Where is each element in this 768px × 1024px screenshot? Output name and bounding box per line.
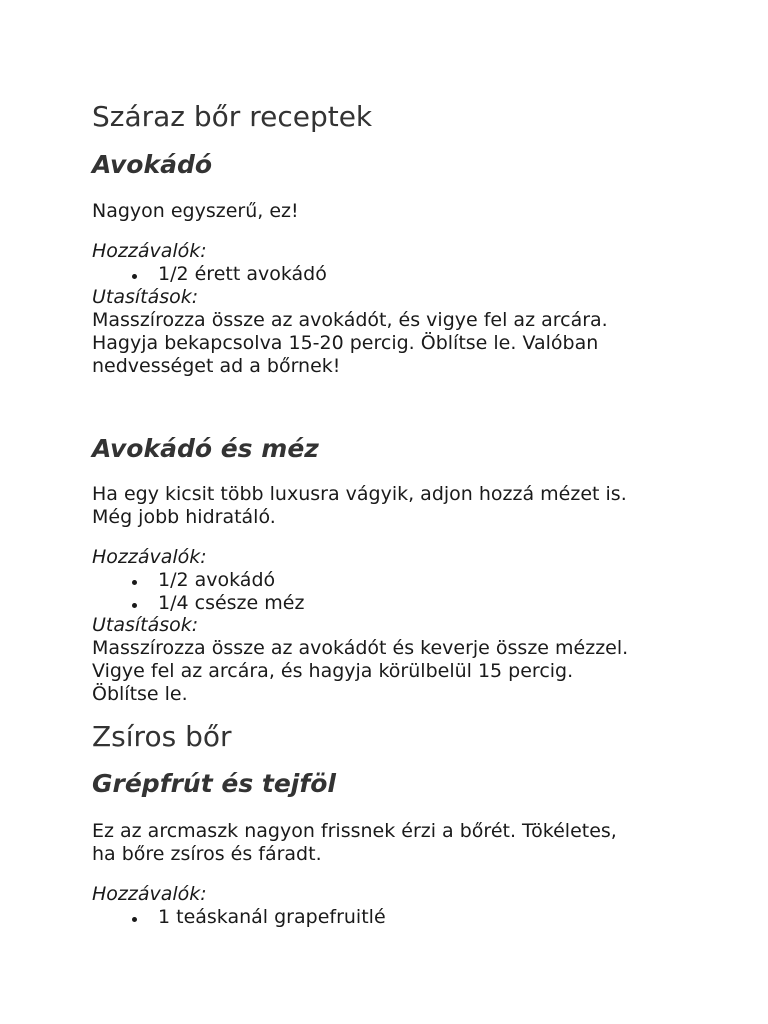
list-bullet <box>132 603 137 608</box>
recipe-title-avocado-honey: Avokádó és méz <box>92 434 319 463</box>
recipe-title-grapefruit-sour-cream: Grépfrút és tejföl <box>92 769 336 798</box>
list-bullet <box>132 917 137 922</box>
recipe-intro-line: Nagyon egyszerű, ez! <box>92 200 299 222</box>
ingredients-label: Hozzávalók: <box>92 546 207 568</box>
instructions-label: Utasítások: <box>92 286 199 308</box>
instructions-label: Utasítások: <box>92 614 199 636</box>
list-bullet <box>132 580 137 585</box>
instructions-line: Öblítse le. <box>92 683 188 705</box>
ingredient-item: 1/4 csésze méz <box>158 592 305 614</box>
recipe-intro-line: ha bőre zsíros és fáradt. <box>92 843 322 865</box>
instructions-line: Hagyja bekapcsolva 15-20 percig. Öblítse le. Valóban <box>92 332 599 354</box>
ingredient-item: 1/2 érett avokádó <box>158 263 327 285</box>
list-bullet <box>132 274 137 279</box>
instructions-line: nedvességet ad a bőrnek! <box>92 355 341 377</box>
recipe-intro-line: Ez az arcmaszk nagyon frissnek érzi a bőrét. Tökéletes, <box>92 820 617 842</box>
recipe-title-avocado: Avokádó <box>92 150 213 179</box>
instructions-line: Vigye fel az arcára, és hagyja körülbelül 15 percig. <box>92 660 574 682</box>
recipe-intro-line: Ha egy kicsit több luxusra vágyik, adjon hozzá mézet is. <box>92 483 627 505</box>
ingredients-label: Hozzávalók: <box>92 240 207 262</box>
section-heading-dry-skin: Száraz bőr receptek <box>92 100 373 133</box>
section-heading-oily-skin: Zsíros bőr <box>92 720 232 753</box>
ingredient-item: 1 teáskanál grapefruitlé <box>158 906 386 928</box>
instructions-line: Masszírozza össze az avokádót és keverje össze mézzel. <box>92 637 629 659</box>
ingredient-item: 1/2 avokádó <box>158 569 276 591</box>
recipe-intro-line: Még jobb hidratáló. <box>92 506 276 528</box>
instructions-line: Masszírozza össze az avokádót, és vigye fel az arcára. <box>92 309 608 331</box>
ingredients-label: Hozzávalók: <box>92 883 207 905</box>
